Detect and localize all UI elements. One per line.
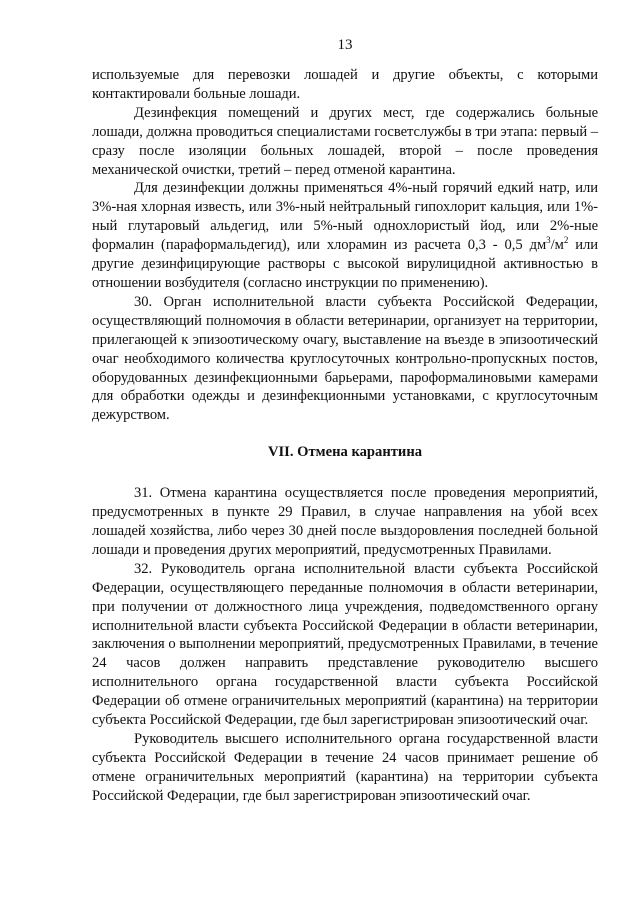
disinfection-text-start: Для дезинфекции должны применяться 4%-ный горячий едкий натр, или 3%-ная хлорная известь, или 3%-ный нейтральный гипохлорит кальция, или 1%-ный глутаровый альдегид, или 5%-ный однохлористый йод, или 2%-ные формалин (параформальдегид), или хлорамин из расчета 0,3 - 0,5 дм — [92, 180, 598, 254]
page-number: 13 — [337, 37, 353, 53]
section-title: VII. Отмена карантина — [267, 444, 423, 461]
paragraph-32-continued: Руководитель высшего исполнительного органа государственной власти субъекта Российской Федерации в течение 24 часов принимает решение об отмене ограничительных мероприятий (карантина) на территории субъекта Российской Федерации, где был зарегистрирован эпизоотический очаг. — [92, 731, 598, 804]
paragraph-30: 30. Орган исполнительной власти субъекта Российской Федерации, осуществляющий полномочия в области ветеринарии, организует на территории, прилегающей к эпизоотическому очагу, выставление на въезде в эпизоотический очаг необходимого количества круглосуточных контрольно-пропускных постов, оборудованных дезинфекционными барьерами, пароформалиновыми камерами для обработки одежды и дезинфекционными установками, с круглосуточным дежурством. — [92, 293, 598, 424]
paragraph-disinfection-stages: Дезинфекция помещений и других мест, где содержались больные лошади, должна проводиться специалистами госветслужбы в три этапа: первый – сразу после изоляции больных лошадей, второй – после проведения механической очистки, третий – перед отменой карантина. — [92, 104, 598, 178]
paragraph-continuation: используемые для перевозки лошадей и другие объекты, с которыми контактировали больные лошади. — [92, 67, 598, 102]
document-page — [92, 36, 598, 806]
paragraph-31: 31. Отмена карантина осуществляется после проведения мероприятий, предусмотренных в пункте 29 Правил, в случае направления на убой всех лошадей хозяйства, либо через 30 дней после выздоровления последней больной лошади и проведения других мероприятий, предусмотренных Правилами. — [92, 485, 598, 558]
paragraph-disinfection-agents — [92, 179, 598, 292]
paragraph-32: 32. Руководитель органа исполнительной власти субъекта Российской Федерации, осуществляющего переданные полномочия в области ветеринарии, при получении от должностного лица учреждения, подведомственного органу исполнительной власти субъекта Российской Федерации в области ветеринарии, заключения о выполнении мероприятий, предусмотренных Правилами, в течение 24 часов должен направить представление руководителю высшего исполнительного органа государственной власти субъекта Российской Федерации об отмене ограничительных мероприятий (карантина) на территории субъекта Российской Федерации, где был зарегистрирован эпизоотический очаг. — [92, 560, 598, 729]
superscript-square: 2 — [563, 235, 569, 246]
disinfection-text-end: или другие дезинфицирующие растворы с высокой вирулицидной активностью в отношении возбудителя (согласно инструкции по применению). — [92, 237, 598, 291]
superscript-cubic: 3 — [546, 235, 551, 246]
disinfection-text-unit: /м — [550, 237, 564, 254]
